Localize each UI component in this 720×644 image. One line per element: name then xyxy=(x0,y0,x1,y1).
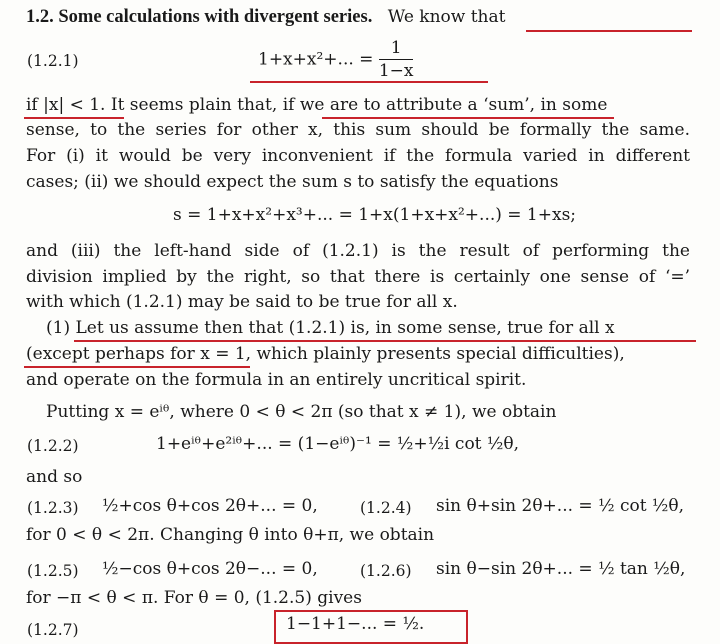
para3-line2 xyxy=(26,343,690,365)
eq-label-1-2-2: (1.2.2) xyxy=(27,437,79,455)
eq-1-2-1-lhs: 1+x+x²+... = xyxy=(258,49,374,70)
para1-line3: For (i) it would be very inconvenient if the formula varied in different xyxy=(26,146,690,166)
para1-line1 xyxy=(26,94,607,116)
eq-label-1-2-6: (1.2.6) xyxy=(360,562,412,580)
red-underline-assumption xyxy=(74,340,696,342)
eq-1-2-5: ½−cos θ+cos 2θ−... = 0, xyxy=(102,559,318,579)
eq-1-2-7: 1−1+1−... = ½. xyxy=(286,614,425,634)
range-line-a: for 0 < θ < 2π. Changing θ into θ+π, we obtain xyxy=(26,525,435,545)
heading-tail-text: We know that xyxy=(387,7,506,27)
eq-1-2-1-denominator: 1−x xyxy=(378,61,414,81)
section-title: Some calculations with divergent series. xyxy=(58,7,373,27)
eq-label-1-2-1: (1.2.1) xyxy=(27,52,79,70)
eq-label-1-2-4: (1.2.4) xyxy=(360,499,412,517)
para3-l2-underlined: (except perhaps for x = 1, xyxy=(26,344,252,364)
para1-l1-text: It seems plain that, xyxy=(105,95,283,115)
eq-label-1-2-5: (1.2.5) xyxy=(27,562,79,580)
para4-line1: Putting x = eⁱᶿ, where 0 < θ < 2π (so that x ≠ 1), we obtain xyxy=(46,402,557,422)
para2-line2: division implied by the right, so that there is certainly one sense of ‘=’ xyxy=(26,267,690,287)
eq-1-2-6: sin θ−sin 2θ+... = ½ tan ½θ, xyxy=(436,559,686,579)
red-underline-eq-1-2-1 xyxy=(250,81,488,83)
para2-line1: and (iii) the left-hand side of (1.2.1) is the result of performing the xyxy=(26,241,690,261)
para2-line3: with which (1.2.1) may be said to be true for all x. xyxy=(26,292,458,312)
range-line-b: for −π < θ < π. For θ = 0, (1.2.5) gives xyxy=(26,588,362,608)
eq-1-2-2: 1+eⁱᶿ+e²ⁱᶿ+... = (1−eⁱᶿ)⁻¹ = ½+½i cot ½θ, xyxy=(156,434,520,454)
eq-label-1-2-3: (1.2.3) xyxy=(27,499,79,517)
para1-line4: cases; (ii) we should expect the sum s to satisfy the equations xyxy=(26,172,559,192)
and-so-text: and so xyxy=(26,467,83,487)
para3-line3: and operate on the formula in an entirely uncritical spirit. xyxy=(26,370,527,390)
section-number: 1.2. xyxy=(26,7,54,27)
eq-1-2-3: ½+cos θ+cos 2θ+... = 0, xyxy=(102,496,318,516)
para1-l1-end: in some xyxy=(535,95,608,115)
para1-l1-underlined: if we are to attribute a ‘sum’, xyxy=(282,95,536,115)
eq-1-2-1-fraction xyxy=(379,37,414,82)
para3-marker: (1) xyxy=(46,318,76,338)
eq-label-1-2-7: (1.2.7) xyxy=(27,621,79,639)
eq-1-2-1-numerator: 1 xyxy=(379,37,414,60)
para1-l1-condition: if |x| < 1. xyxy=(26,95,106,115)
para3-line1 xyxy=(46,317,615,339)
eq-1-2-1 xyxy=(258,37,413,82)
para1-line2: sense, to the series for other x, this sum should be formally the same. xyxy=(26,120,690,140)
eq-1-2-4: sin θ+sin 2θ+... = ½ cot ½θ, xyxy=(436,496,685,516)
section-heading xyxy=(26,6,505,28)
para3-l2-rest: which plainly presents special difficulties), xyxy=(251,344,625,364)
red-underline-heading xyxy=(526,30,692,32)
red-underline-except xyxy=(24,366,250,368)
eq-s-sum: s = 1+x+x²+x³+... = 1+x(1+x+x²+...) = 1+xs; xyxy=(173,205,577,225)
para3-l1-underlined: Let us assume then that (1.2.1) is, in some sense, true for all x xyxy=(75,318,615,338)
